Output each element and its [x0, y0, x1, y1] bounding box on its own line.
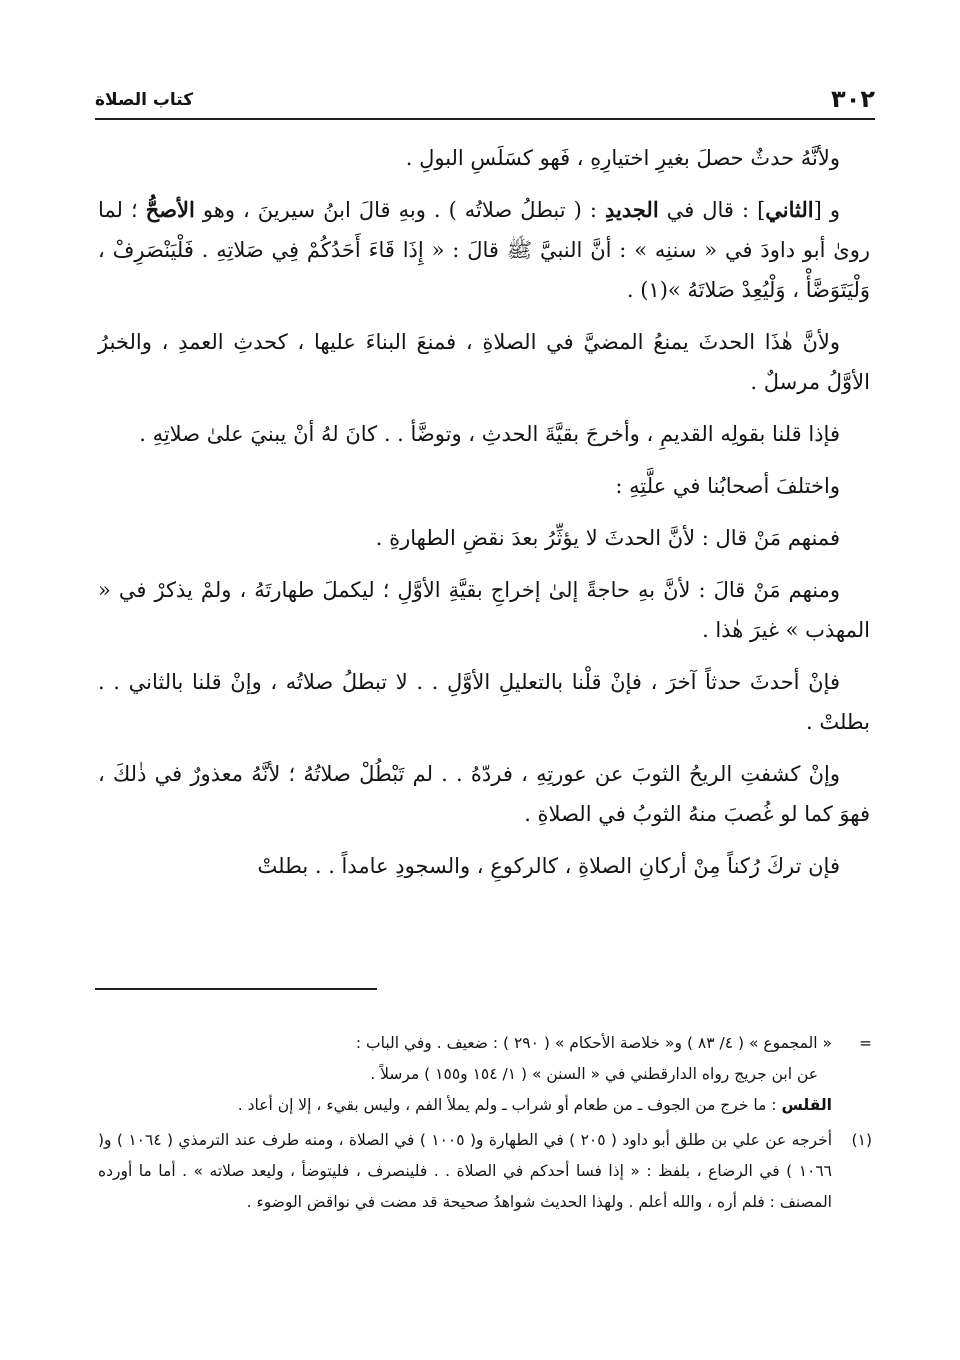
bold-term: الأصحُّ [145, 197, 195, 222]
text-run: ؛ لما روىٰ أبو داودَ في « سننِه » : أنَّ النبيَّ ﷺ قالَ : « إِذَا قَاءَ أَحَدُكُمْ فِي صَلاتِهِ . فَلْيَنْصَرِفْ ، وَلْيَتَوَضَّأْ ، وَلْيُعِدْ صَلاتَهُ »(١) . [98, 198, 870, 302]
footnote-line: « المجموع » ( ٤/ ٨٣ ) و« خلاصة الأحكام » ( ٢٩٠ ) : ضعيف . وفي الباب : [355, 1034, 832, 1052]
footnote-text: أخرجه عن علي بن طلق أبو داود ( ٢٠٥ ) في الطهارة و( ١٠٠٥ ) في الصلاة ، ومنه طرف عند الترمذي ( ١٠٦٤ ) و( ١٠٦٦ ) في الرضاع ، بلفظ : « إذا فسا أحدكم في الصلاة . . فلينصرف ، فليتوضأ ، وليعد صلاته » . أما ما أورده المصنف : فلم أره ، والله أعلم . ولهذا الحديث شواهدُ صحيحة قد مضت في نواقض الوضوء . [98, 1131, 833, 1211]
text-run: و [ [813, 198, 840, 222]
paragraph-9: وإنْ كشفتِ الريحُ الثوبَ عن عورتِهِ ، فردّهُ . . لم تَبْطُلْ صلاتُهُ ؛ لأنَّهُ معذورٌ في ذٰلكَ ، فهوَ كما لو غُصبَ منهُ الثوبُ في الصلاةِ . [98, 762, 870, 826]
bold-term: الثاني [765, 197, 814, 222]
running-title: كتاب الصلاة [95, 90, 194, 110]
paragraph-4: فإذا قلنا بقولِه القديمِ ، وأخرجَ بقيَّةَ الحدثِ ، وتوضَّأ . . كانَ لهُ أنْ يبنيَ علىٰ صلاتِهِ . [139, 422, 840, 446]
footnote-marker: (١) [851, 1131, 872, 1149]
running-header [95, 84, 875, 120]
footnote-line [98, 1090, 832, 1121]
bold-term: الجديدِ [604, 197, 659, 222]
main-text [98, 138, 870, 898]
footnote-continuation-marker: = [859, 1034, 872, 1052]
page-number: ٣٠٢ [831, 85, 875, 113]
text-run: : ( تبطلُ صلاتُه ) . وبهِ قالَ ابنُ سيرينَ ، وهو [194, 198, 605, 222]
footnotes [98, 1028, 872, 1222]
bold-term: القلس [781, 1096, 832, 1114]
footnote-separator [95, 988, 377, 990]
paragraph-5: واختلفَ أصحابُنا في علَّتِهِ : [615, 474, 840, 498]
paragraph-8: فإنْ أحدثَ حدثاً آخرَ ، فإنْ قلْنا بالتعليلِ الأوَّلِ . . لا تبطلُ صلاتُه ، وإنْ قلنا بالثاني . . بطلتْ . [98, 670, 870, 734]
paragraph-6: فمنهم مَنْ قال : لأنَّ الحدثَ لا يؤثِّرُ بعدَ نقضِ الطهارةِ . [375, 526, 840, 550]
paragraph-10: فإن تركَ رُكناً مِنْ أركانِ الصلاةِ ، كالركوعِ ، والسجودِ عامداً . . بطلتْ [257, 854, 840, 878]
footnote-line: عن ابن جريج رواه الدارقطني في « السنن » ( ١/ ١٥٤ و١٥٥ ) مرسلاً . [370, 1065, 818, 1083]
text-run: ] : قال في [658, 198, 766, 222]
paragraph-3: ولأنَّ هٰذَا الحدثَ يمنعُ المضيَّ في الصلاةِ ، فمنعَ البناءَ عليها ، كحدثِ العمدِ ، والخبرُ الأوَّلُ مرسلٌ . [98, 330, 870, 394]
paragraph-1: ولأنَّهُ حدثٌ حصلَ بغيرِ اختيارِهِ ، فَهو كسَلَسِ البولِ . [405, 146, 840, 170]
paragraph-2 [98, 190, 870, 310]
paragraph-7: ومنهم مَنْ قالَ : لأنَّ بهِ حاجةً إلىٰ إخراجِ بقيَّةِ الأوَّلِ ؛ ليكملَ طهارتَهُ ، ولمْ يذكرْ في « المهذب » غيرَ هٰذا . [98, 578, 870, 642]
footnote-continued [98, 1028, 872, 1121]
text-run: : ما خرج من الجوف ـ من طعام أو شراب ـ ولم يملأ الفم ، وليس بقيء ، إلا إن أعاد . [237, 1096, 782, 1114]
footnote-1 [98, 1125, 872, 1218]
